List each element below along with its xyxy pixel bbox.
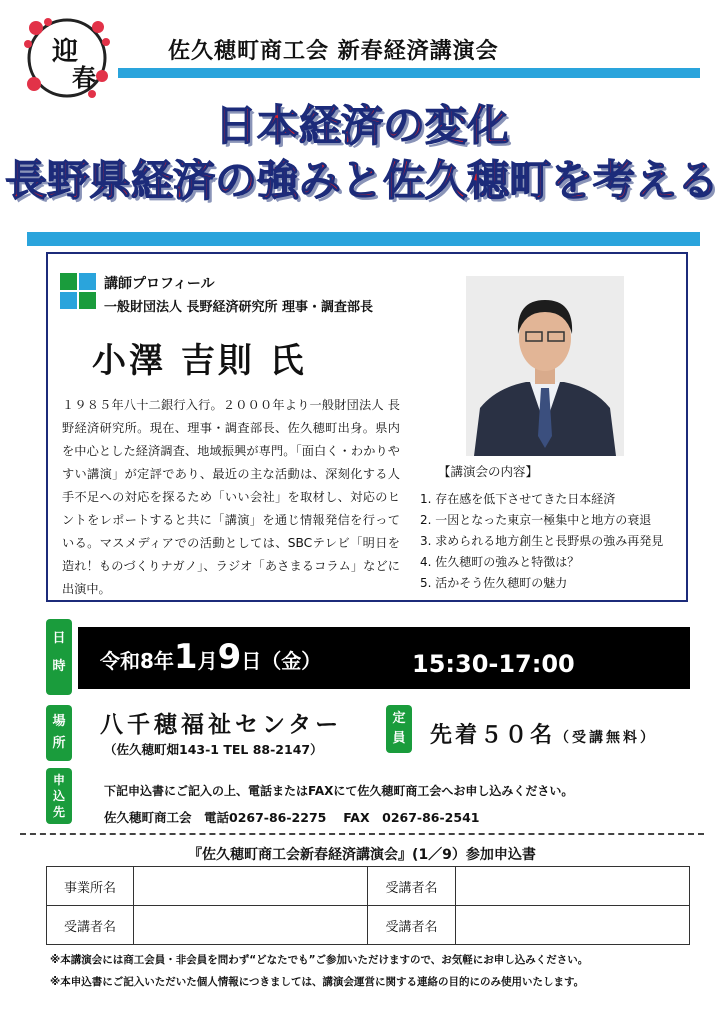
header-divider xyxy=(118,68,700,78)
venue-tag xyxy=(46,705,72,761)
apply-tag-char: 込 xyxy=(52,789,65,803)
form-field-attendee[interactable] xyxy=(134,906,368,945)
new-year-logo xyxy=(22,14,112,102)
capacity-tag xyxy=(386,705,412,753)
main-title-line-1: 日本経済の変化 xyxy=(214,101,509,150)
capacity-main: 先着５０名 xyxy=(430,723,556,748)
title-divider xyxy=(27,232,700,246)
venue-tag-char: 場 xyxy=(52,714,66,729)
date-tag xyxy=(46,619,72,695)
apply-tag-char: 申 xyxy=(52,773,65,787)
form-label: 事業所名 xyxy=(47,867,134,906)
capacity-tag-char: 定 xyxy=(392,711,406,726)
cut-line xyxy=(20,833,704,835)
table-row xyxy=(47,906,690,945)
main-title-line-2: 長野県経済の強みと佐久穂町を考える xyxy=(4,156,719,205)
header-title: 佐久穂町商工会 新春経済講演会 xyxy=(168,39,499,64)
venue-tag-char: 所 xyxy=(52,736,66,751)
logo-char-1: 迎 xyxy=(52,37,79,67)
date-month: 1 xyxy=(173,637,198,677)
capacity-tag-char: 員 xyxy=(392,731,406,746)
list-item: 1. 存在感を低下させてきた日本経済 xyxy=(420,492,616,506)
venue-address: （佐久穂町畑143-1 TEL 88-2147） xyxy=(104,742,323,757)
date-tag-char: 時 xyxy=(52,659,66,674)
application-form xyxy=(46,866,690,945)
date-era: 令和8年 xyxy=(100,649,174,673)
date-weekday: （金） xyxy=(261,649,322,673)
footnote: ※本申込書にご記入いただいた個人情報につきましては、講演会運営に関する連絡の目的にのみ使用いたします。 xyxy=(50,976,585,988)
form-field-attendee[interactable] xyxy=(455,906,690,945)
form-field-attendee[interactable] xyxy=(455,867,690,906)
apply-instructions: 下記申込書にご記入の上、電話またはFAXにて佐久穂町商工会へお申し込みください。 xyxy=(104,784,574,798)
capacity xyxy=(430,718,657,749)
list-item: 4. 佐久穂町の強みと特徴は？ xyxy=(420,555,580,569)
date-day: 9 xyxy=(217,637,242,677)
lecture-contents-list xyxy=(420,489,663,594)
speaker-name: 小澤 吉則 氏 xyxy=(92,341,307,381)
date-tag-char: 日 xyxy=(52,631,66,646)
footnote: ※本講演会には商工会員・非会員を問わず“どなたでも”ご参加いただけますので、お気軽にお申し込みください。 xyxy=(50,954,589,966)
speaker-bio: １９８５年八十二銀行入行。２０００年より一般財団法人 長野経済研究所。現在、理事・調査部長、佐久穂町出身。県内を中心とした経済調査、地域振興が専門。「面白く・わかりやすい講演」が定評であり、最近の主な活動は、深刻化する人手不足への対応を探るため「いい会社」を取材し、対応のヒントをレポートすると共に「講演」を通じ情報発信を行っている。マスメディアでの活動としては、SBCテレビ「明日を造れ！ものづくりナガノ」、ラジオ「あさまるコラム」などに出演中。 xyxy=(62,398,400,596)
profile-heading: 講師プロフィール xyxy=(104,276,215,292)
speaker-organization: 一般財団法人 長野経済研究所 理事・調査部長 xyxy=(104,300,374,315)
apply-contact: 佐久穂町商工会 電話0267-86-2275 FAX 0267-86-2541 xyxy=(104,810,480,825)
event-date xyxy=(100,637,321,677)
lecture-contents-heading: 【講演会の内容】 xyxy=(438,464,539,479)
table-row xyxy=(47,867,690,906)
date-day-unit: 日 xyxy=(241,649,262,673)
list-item: 3. 求められる地方創生と長野県の強み再発見 xyxy=(420,534,664,548)
profile-squares-icon xyxy=(60,273,96,309)
form-title: 『佐久穂町商工会新春経済講演会』(1／9）参加申込書 xyxy=(188,847,536,863)
form-label: 受講者名 xyxy=(47,906,134,945)
capacity-note: （受講無料） xyxy=(555,730,658,746)
list-item: 5. 活かそう佐久穂町の魅力 xyxy=(420,576,568,590)
form-label: 受講者名 xyxy=(368,867,455,906)
form-field-business-name[interactable] xyxy=(134,867,368,906)
date-month-unit: 月 xyxy=(197,649,218,673)
apply-tag-char: 先 xyxy=(52,805,65,819)
list-item: 2. 一因となった東京一極集中と地方の衰退 xyxy=(420,513,652,527)
speaker-photo xyxy=(466,276,624,456)
logo-char-2: 春 xyxy=(72,63,96,92)
venue-name: 八千穂福祉センター xyxy=(100,712,343,738)
event-time: 15:30-17:00 xyxy=(412,650,575,678)
apply-tag xyxy=(46,768,72,824)
form-label: 受講者名 xyxy=(368,906,455,945)
